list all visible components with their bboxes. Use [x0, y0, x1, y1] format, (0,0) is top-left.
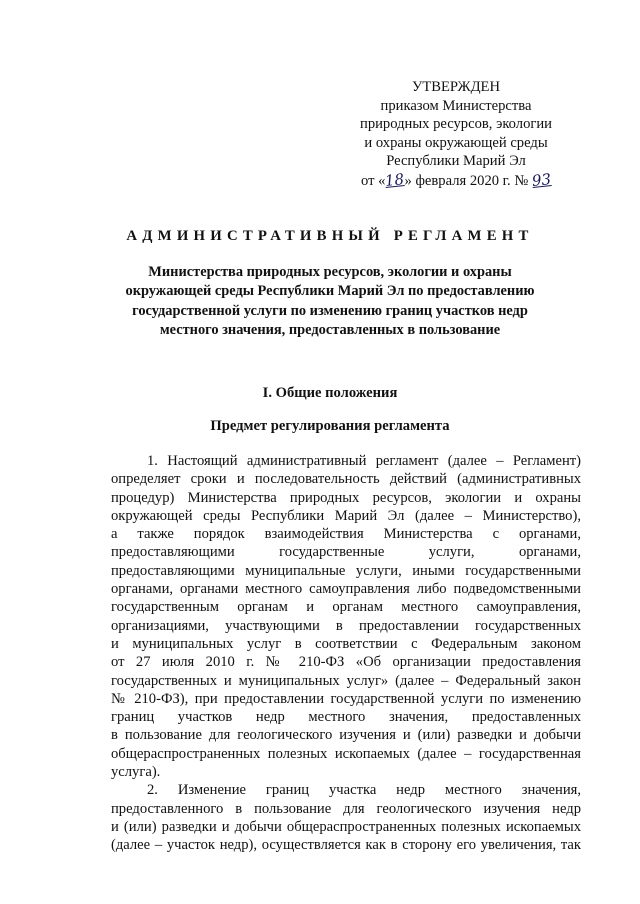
approval-line: природных ресурсов, экологии [360, 116, 552, 133]
approval-line: Республики Марий Эл [386, 153, 526, 170]
subtitle-line: окружающей среды Республики Марий Эл по предоставлению [125, 283, 535, 300]
date-suffix: » февраля 2020 г. № [404, 172, 529, 189]
document-subtitle [60, 263, 600, 341]
regulation-body [111, 452, 581, 855]
paragraph-line: общераспространенных полезных ископаемых (далее – государственная [111, 745, 581, 762]
paragraph-line: в пользование для геологического изучения и (или) разведки и добычи [111, 727, 581, 744]
subtitle-line: местного значения, предоставленных в пользование [159, 322, 501, 339]
paragraph-line: организациями, участвующими в предоставлении государственных [111, 617, 581, 634]
date-prefix: от « [361, 172, 386, 189]
paragraph-line: предоставляющими муниципальные услуги, иными государственными [111, 562, 581, 579]
approval-block [330, 78, 582, 191]
paragraph-line: услуга). [111, 764, 161, 781]
approval-heading: УТВЕРЖДЕН [412, 79, 500, 95]
paragraph-line: органами, органами местного самоуправления либо подведомственными [111, 581, 581, 598]
paragraph-line: границ участков недр местного значения, предоставленных [111, 709, 581, 726]
paragraph-line: 2. Изменение границ участка недр местного значения, [147, 782, 581, 799]
paragraph-line: а также порядок взаимодействия Министерства с органами, [111, 526, 581, 543]
paragraph-line: процедур) Министерства природных ресурсов, экологии и охраны [111, 489, 581, 506]
handwritten-day: 18 [384, 170, 406, 190]
subsection-heading: Предмет регулирования регламента [210, 418, 450, 434]
approval-line: и охраны окружающей среды [364, 134, 548, 151]
paragraph-line: окружающей среды Республики Марий Эл (далее – Министерство), [111, 507, 581, 524]
paragraph-line: предоставленного в пользование для геологического изучения недр [111, 800, 581, 817]
document-title: АДМИНИСТРАТИВНЫЙ РЕГЛАМЕНТ [126, 228, 534, 244]
paragraph-line: 1. Настоящий административный регламент (далее – Регламент) [147, 453, 581, 469]
approval-date-line [330, 171, 582, 191]
paragraph-line: (далее – участок недр), осуществляется как в сторону его увеличения, так [111, 837, 581, 854]
paragraph-line: определяет сроки и последовательность действий (административных [111, 471, 581, 488]
handwritten-number: 93 [530, 170, 552, 190]
section-heading: I. Общие положения [262, 385, 398, 401]
paragraph-line: и муниципальных услуг в соответствии с Федеральным законом [111, 635, 581, 652]
paragraph-line: государственным органам и органам местного самоуправления, [111, 599, 581, 616]
paragraph-line: № 210-ФЗ), при предоставлении государственной услуги по изменению [111, 690, 581, 707]
subtitle-line: Министерства природных ресурсов, экологии и охраны [148, 264, 512, 280]
paragraph-line: предоставляющими государственные услуги, органами, [111, 544, 581, 561]
paragraph-line: и (или) разведки и добычи общераспространенных полезных ископаемых [111, 818, 581, 835]
paragraph-line: государственных и муниципальных услуг» (далее – Федеральный закон [111, 672, 581, 689]
subtitle-line: государственной услуги по изменению границ участков недр [132, 302, 528, 319]
approval-line: приказом Министерства [380, 97, 532, 114]
paragraph-line: от 27 июля 2010 г. № 210-ФЗ «Об организации предоставления [111, 654, 581, 671]
